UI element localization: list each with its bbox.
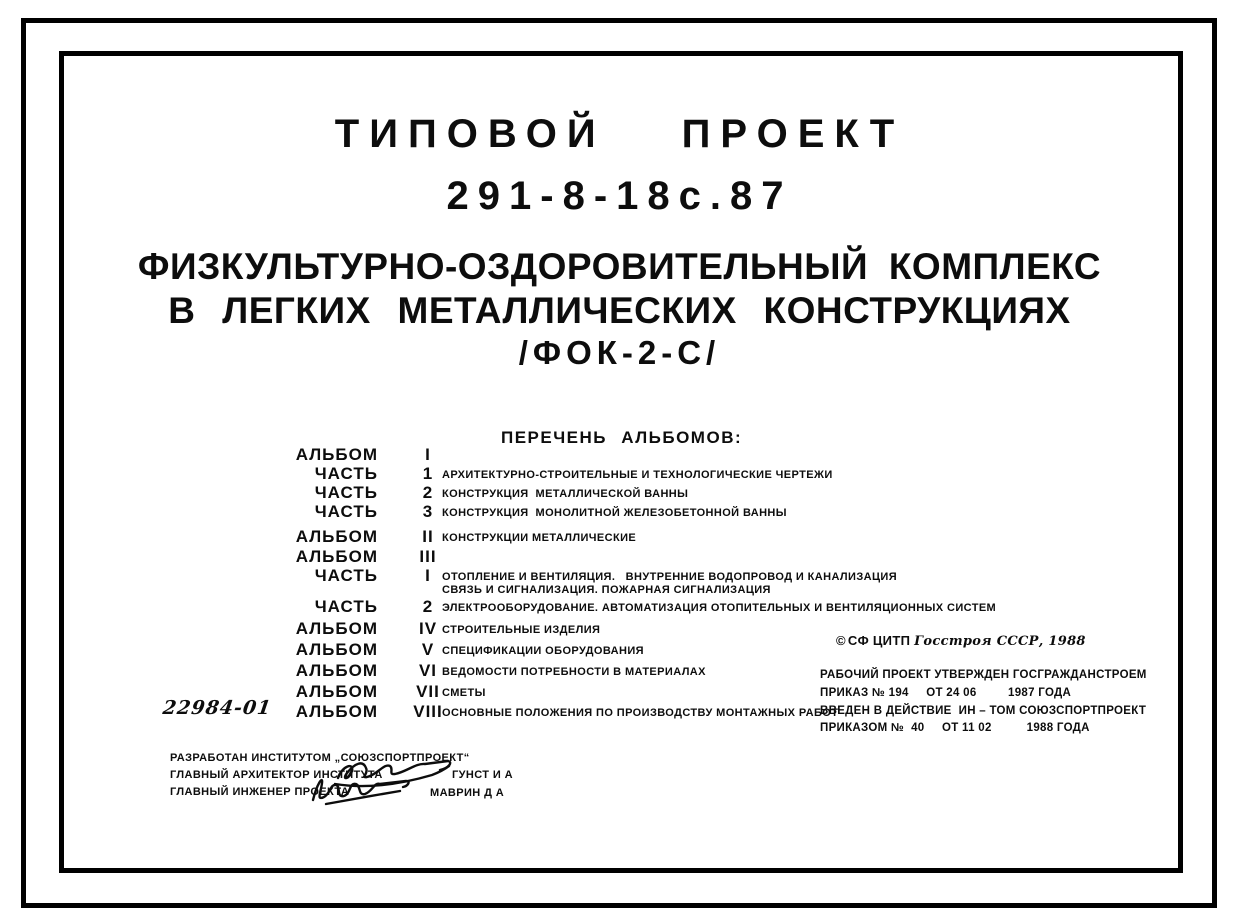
album-description: СПЕЦИФИКАЦИИ ОБОРУДОВАНИЯ [442, 645, 644, 657]
developed-by-line: РАЗРАБОТАН ИНСТИТУТОМ „СОЮЗСПОРТПРОЕКТ“ [170, 752, 470, 764]
album-label: АЛЬБОМ [295, 547, 378, 566]
album-label: АЛЬБОМ [295, 682, 378, 701]
album-label: ЧАСТЬ [314, 566, 378, 585]
album-row [0, 598, 1239, 618]
album-number: IV [418, 619, 438, 638]
album-row [0, 484, 1239, 504]
document-type-title: ТИПОВОЙ ПРОЕКТ [334, 112, 905, 156]
document-number: 22984-01 [161, 697, 273, 719]
album-description: КОНСТРУКЦИЯ МОНОЛИТНОЙ ЖЕЛЕЗОБЕТОННОЙ ВАННЫ [442, 507, 787, 519]
approval-line: РАБОЧИЙ ПРОЕКТ УТВЕРЖДЕН ГОСГРАЖДАНСТРОЕМ [820, 669, 1147, 681]
copyright-note [836, 633, 1086, 649]
subtitle-line-1: ФИЗКУЛЬТУРНО-ОЗДОРОВИТЕЛЬНЫЙ КОМПЛЕКС [137, 246, 1102, 287]
album-row [0, 446, 1239, 466]
album-label: АЛЬБОМ [295, 527, 378, 546]
album-label: АЛЬБОМ [295, 640, 378, 659]
approval-line: ПРИКАЗ № 194 ОТ 24 06 1987 ГОДА [820, 687, 1072, 699]
album-number: VI [418, 661, 438, 680]
copyright-icon: © [836, 633, 846, 648]
album-label: АЛЬБОМ [295, 619, 378, 638]
album-label: АЛЬБОМ [295, 445, 378, 464]
album-label: ЧАСТЬ [314, 502, 378, 521]
album-number: VIII [413, 702, 443, 721]
album-label: ЧАСТЬ [314, 597, 378, 616]
album-row [0, 566, 1239, 596]
chief-architect-name: ГУНСТ И А [452, 769, 513, 781]
album-description: ЭЛЕКТРООБОРУДОВАНИЕ. АВТОМАТИЗАЦИЯ ОТОПИТЕЛЬНЫХ И ВЕНТИЛЯЦИОННЫХ СИСТЕМ [442, 602, 997, 614]
subtitle-line-2: В ЛЕГКИХ МЕТАЛЛИЧЕСКИХ КОНСТРУКЦИЯХ [168, 290, 1071, 331]
albums-list-heading: ПЕРЕЧЕНЬ АЛЬБОМОВ: [501, 428, 743, 447]
album-number: 2 [422, 597, 434, 616]
album-number: I [425, 566, 431, 585]
chief-engineer-name: МАВРИН Д А [430, 787, 505, 799]
album-number: V [421, 640, 435, 659]
approval-line: ВВЕДЕН В ДЕЙСТВИЕ ИН – ТОМ СОЮЗСПОРТПРОЕКТ [820, 705, 1147, 717]
album-label: АЛЬБОМ [295, 661, 378, 680]
album-number: 3 [422, 502, 434, 521]
album-description: КОНСТРУКЦИЯ МЕТАЛЛИЧЕСКОЙ ВАННЫ [442, 488, 689, 500]
chief-architect-label: ГЛАВНЫЙ АРХИТЕКТОР ИНСТИТУТА [170, 769, 383, 781]
album-description: КОНСТРУКЦИИ МЕТАЛЛИЧЕСКИЕ [442, 532, 637, 544]
engineer-signature [308, 770, 433, 808]
album-description: ОТОПЛЕНИЕ И ВЕНТИЛЯЦИЯ. ВНУТРЕННИЕ ВОДОПРОВОД И КАНАЛИЗАЦИЯ СВЯЗЬ И СИГНАЛИЗАЦИЯ. ПОЖАРНАЯ СИГНАЛИЗАЦИЯ [442, 571, 898, 596]
album-label: ЧАСТЬ [314, 483, 378, 502]
album-label: ЧАСТЬ [314, 464, 378, 483]
album-number: VII [416, 682, 440, 701]
subtitle-line-3: /ФОК-2-С/ [518, 334, 721, 371]
album-label: АЛЬБОМ [295, 702, 378, 721]
album-description: ОСНОВНЫЕ ПОЛОЖЕНИЯ ПО ПРОИЗВОДСТВУ МОНТАЖНЫХ РАБОТ [442, 707, 839, 719]
copyright-org: СФ ЦИТП [847, 633, 911, 648]
approval-line: ПРИКАЗОМ № 40 ОТ 11 02 1988 ГОДА [820, 722, 1090, 734]
chief-engineer-label: ГЛАВНЫЙ ИНЖЕНЕР ПРОЕКТА [170, 786, 350, 798]
album-row [0, 548, 1239, 568]
copyright-text: Госстроя СССР, 1988 [914, 634, 1086, 649]
album-number: II [422, 527, 434, 546]
album-number: III [419, 547, 437, 566]
album-number: 1 [422, 464, 434, 483]
album-description: СМЕТЫ [442, 687, 486, 699]
album-number: 2 [422, 483, 434, 502]
album-description: АРХИТЕКТУРНО-СТРОИТЕЛЬНЫЕ И ТЕХНОЛОГИЧЕСКИЕ ЧЕРТЕЖИ [442, 469, 833, 481]
project-code: 291-8-18с.87 [446, 174, 793, 218]
album-row [0, 465, 1239, 485]
album-row [0, 528, 1239, 548]
album-row [0, 503, 1239, 523]
album-description: ВЕДОМОСТИ ПОТРЕБНОСТИ В МАТЕРИАЛАХ [442, 666, 706, 678]
album-description: СТРОИТЕЛЬНЫЕ ИЗДЕЛИЯ [442, 624, 601, 636]
album-number: I [425, 445, 431, 464]
